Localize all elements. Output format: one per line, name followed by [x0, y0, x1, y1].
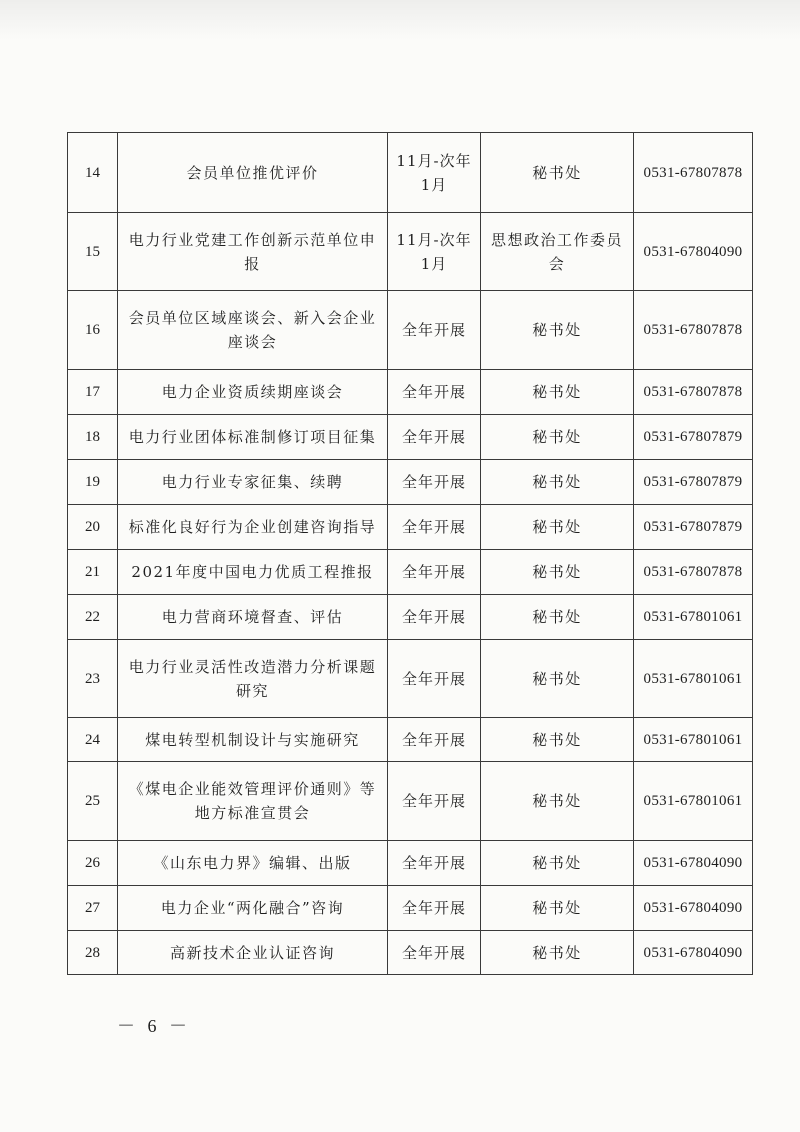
- phone-cell: 0531-67801061: [634, 595, 753, 640]
- phone-cell: 0531-67807879: [634, 415, 753, 460]
- item-name-cell: 煤电转型机制设计与实施研究: [118, 718, 388, 762]
- row-number-cell: 26: [68, 841, 118, 886]
- phone-cell: 0531-67804090: [634, 213, 753, 291]
- phone-cell: 0531-67807878: [634, 133, 753, 213]
- row-number-cell: 20: [68, 505, 118, 550]
- row-number-cell: 18: [68, 415, 118, 460]
- phone-cell: 0531-67804090: [634, 841, 753, 886]
- phone-cell: 0531-67807878: [634, 370, 753, 415]
- table-row: [68, 595, 753, 640]
- department-cell: 秘书处: [481, 931, 634, 975]
- time-cell: 全年开展: [388, 415, 481, 460]
- item-name-cell: 电力行业团体标准制修订项目征集: [118, 415, 388, 460]
- phone-cell: 0531-67804090: [634, 931, 753, 975]
- table-row: [68, 550, 753, 595]
- phone-cell: 0531-67801061: [634, 718, 753, 762]
- row-number-cell: 15: [68, 213, 118, 291]
- table-row: [68, 886, 753, 931]
- table-row: [68, 213, 753, 291]
- item-name-cell: 电力行业灵活性改造潜力分析课题研究: [118, 640, 388, 718]
- phone-cell: 0531-67807878: [634, 291, 753, 370]
- row-number-cell: 14: [68, 133, 118, 213]
- time-cell: 全年开展: [388, 886, 481, 931]
- time-cell: 全年开展: [388, 595, 481, 640]
- row-number-cell: 25: [68, 762, 118, 841]
- time-cell: 全年开展: [388, 550, 481, 595]
- department-cell: 秘书处: [481, 460, 634, 505]
- table-row: [68, 762, 753, 841]
- item-name-cell: 电力企业“两化融合”咨询: [118, 886, 388, 931]
- row-number-cell: 27: [68, 886, 118, 931]
- time-cell: 全年开展: [388, 931, 481, 975]
- table-row: [68, 415, 753, 460]
- table-row: [68, 370, 753, 415]
- table-row: [68, 718, 753, 762]
- department-cell: 秘书处: [481, 886, 634, 931]
- table-body: [68, 133, 753, 975]
- row-number-cell: 28: [68, 931, 118, 975]
- table-row: [68, 841, 753, 886]
- table-row: [68, 505, 753, 550]
- time-cell: 全年开展: [388, 460, 481, 505]
- time-cell: 全年开展: [388, 841, 481, 886]
- department-cell: 秘书处: [481, 550, 634, 595]
- item-name-cell: 高新技术企业认证咨询: [118, 931, 388, 975]
- time-cell: 11月-次年1月: [388, 133, 481, 213]
- item-name-cell: 《山东电力界》编辑、出版: [118, 841, 388, 886]
- table-row: [68, 640, 753, 718]
- item-name-cell: 《煤电企业能效管理评价通则》等地方标准宣贯会: [118, 762, 388, 841]
- phone-cell: 0531-67807878: [634, 550, 753, 595]
- item-name-cell: 会员单位区域座谈会、新入会企业座谈会: [118, 291, 388, 370]
- phone-cell: 0531-67801061: [634, 762, 753, 841]
- phone-cell: 0531-67801061: [634, 640, 753, 718]
- department-cell: 秘书处: [481, 370, 634, 415]
- time-cell: 全年开展: [388, 370, 481, 415]
- page-number: － 6 －: [117, 1016, 191, 1036]
- department-cell: 秘书处: [481, 841, 634, 886]
- table-row: [68, 291, 753, 370]
- department-cell: 秘书处: [481, 291, 634, 370]
- phone-cell: 0531-67807879: [634, 460, 753, 505]
- item-name-cell: 电力企业资质续期座谈会: [118, 370, 388, 415]
- department-cell: 秘书处: [481, 415, 634, 460]
- department-cell: 秘书处: [481, 133, 634, 213]
- department-cell: 秘书处: [481, 762, 634, 841]
- item-name-cell: 会员单位推优评价: [118, 133, 388, 213]
- time-cell: 11月-次年1月: [388, 213, 481, 291]
- department-cell: 秘书处: [481, 640, 634, 718]
- scan-top-shading: [0, 0, 800, 40]
- table-row: [68, 133, 753, 213]
- time-cell: 全年开展: [388, 291, 481, 370]
- department-cell: 秘书处: [481, 718, 634, 762]
- department-cell: 秘书处: [481, 505, 634, 550]
- time-cell: 全年开展: [388, 718, 481, 762]
- item-name-cell: 电力营商环境督查、评估: [118, 595, 388, 640]
- row-number-cell: 21: [68, 550, 118, 595]
- item-name-cell: 2021年度中国电力优质工程推报: [118, 550, 388, 595]
- phone-cell: 0531-67804090: [634, 886, 753, 931]
- item-name-cell: 标准化良好行为企业创建咨询指导: [118, 505, 388, 550]
- item-name-cell: 电力行业专家征集、续聘: [118, 460, 388, 505]
- activity-schedule-table: [67, 132, 753, 975]
- item-name-cell: 电力行业党建工作创新示范单位申报: [118, 213, 388, 291]
- time-cell: 全年开展: [388, 505, 481, 550]
- table-row: [68, 931, 753, 975]
- time-cell: 全年开展: [388, 762, 481, 841]
- table-row: [68, 460, 753, 505]
- row-number-cell: 17: [68, 370, 118, 415]
- row-number-cell: 24: [68, 718, 118, 762]
- row-number-cell: 16: [68, 291, 118, 370]
- department-cell: 思想政治工作委员会: [481, 213, 634, 291]
- row-number-cell: 23: [68, 640, 118, 718]
- time-cell: 全年开展: [388, 640, 481, 718]
- row-number-cell: 19: [68, 460, 118, 505]
- row-number-cell: 22: [68, 595, 118, 640]
- phone-cell: 0531-67807879: [634, 505, 753, 550]
- department-cell: 秘书处: [481, 595, 634, 640]
